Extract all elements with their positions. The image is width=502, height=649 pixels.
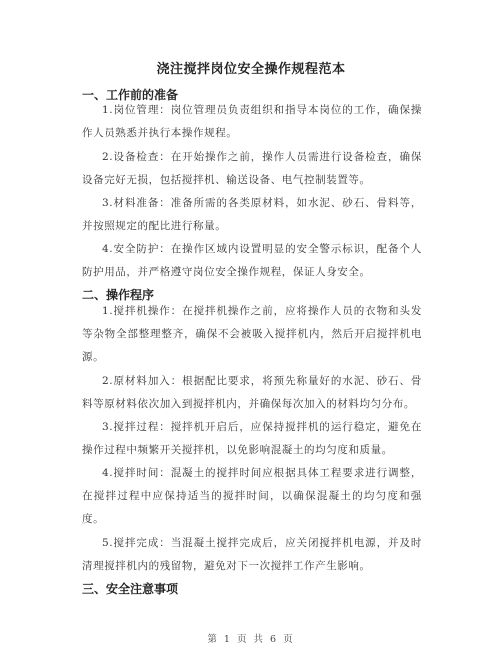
paragraph: 3.搅拌过程：搅拌机开启后，应保持搅拌机的运行稳定，避免在操作过程中频繁开关搅拌机，以免影响混凝土的均匀度和质量。: [82, 421, 422, 456]
section-heading-3: 三、安全注意事项: [82, 582, 179, 596]
paragraph: 2.原材料加入：根据配比要求，将预先称量好的水泥、砂石、骨料等原材料依次加入到搅拌机内，并确保每次加入的材料均匀分布。: [82, 375, 422, 410]
paragraph: 1.搅拌机操作：在搅拌机操作之前，应将操作人员的衣物和头发等杂物全部整理整齐，确保不会被吸入搅拌机内，然后开启搅拌机电源。: [82, 305, 422, 363]
paragraph: 3.材料准备：准备所需的各类原材料，如水泥、砂石、骨料等，并按照规定的配比进行称量。: [82, 197, 422, 232]
section-heading-2: 二、操作程序: [82, 288, 155, 302]
paragraph: 4.搅拌时间：混凝土的搅拌时间应根据具体工程要求进行调整，在搅拌过程中应保持适当的搅拌时间，以确保混凝土的均匀度和强度。: [82, 467, 422, 525]
paragraph: 2.设备检查：在开始操作之前，操作人员需进行设备检查，确保设备完好无损，包括搅拌机、输送设备、电气控制装置等。: [82, 151, 422, 186]
page-footer: 第 1 页 共 6 页: [207, 634, 295, 645]
document-title: 浇注搅拌岗位安全操作规程范本: [156, 62, 346, 77]
paragraph: 1.岗位管理：岗位管理员负责组织和指导本岗位的工作，确保操作人员熟悉并执行本操作规程。: [82, 104, 422, 139]
paragraph: 5.搅拌完成：当混凝土搅拌完成后，应关闭搅拌机电源，并及时清理搅拌机内的残留物，避免对下一次搅拌工作产生影响。: [82, 537, 422, 572]
paragraph: 4.安全防护：在操作区域内设置明显的安全警示标识，配备个人防护用品，并严格遵守岗位安全操作规程，保证人身安全。: [82, 243, 422, 278]
section-heading-1: 一、工作前的准备: [82, 88, 179, 102]
